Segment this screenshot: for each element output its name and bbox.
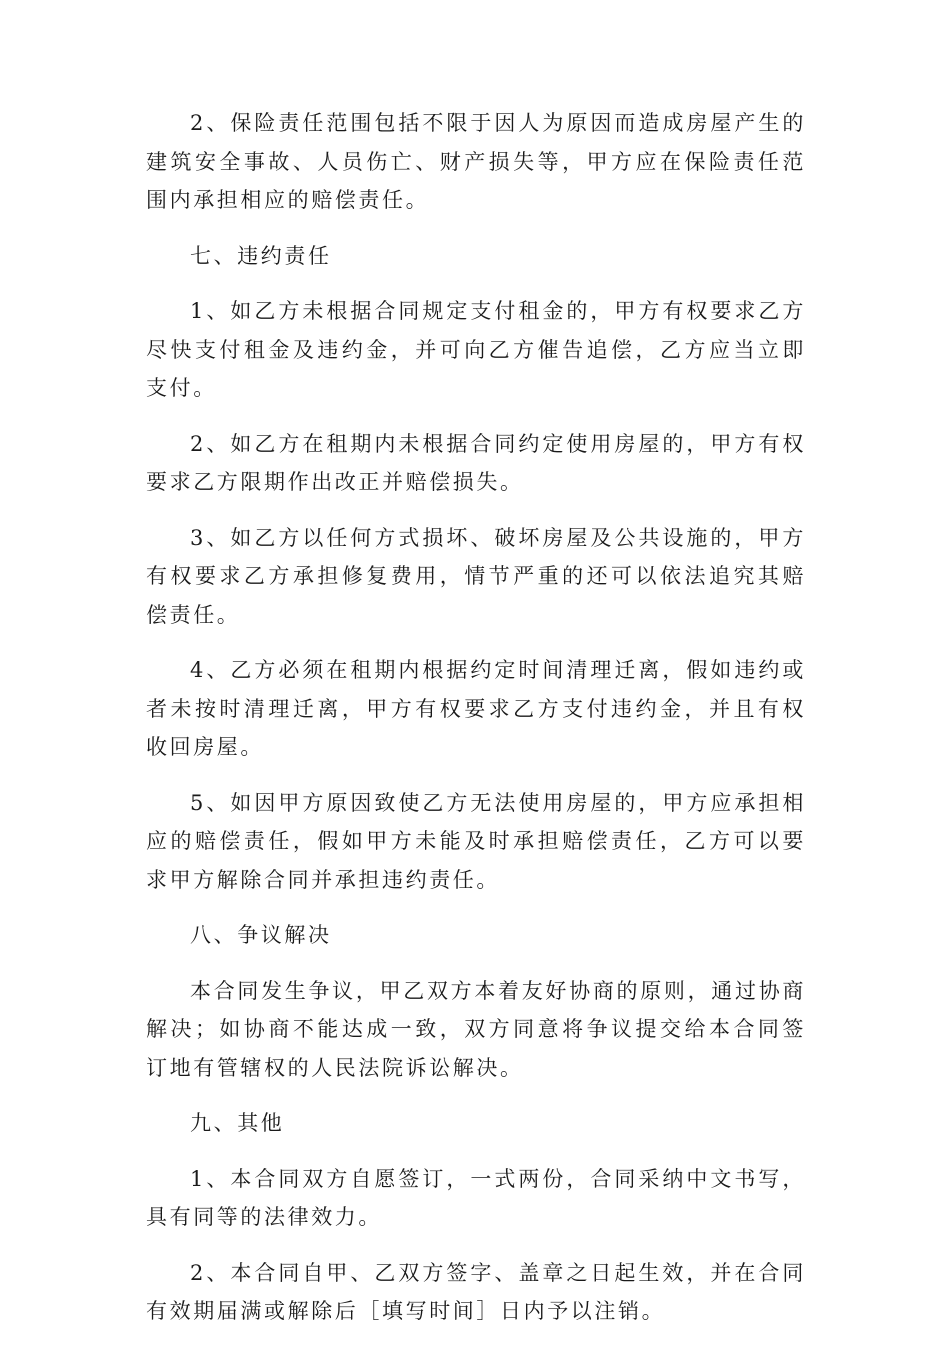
paragraph-breach-3: 3、如乙方以任何方式损坏、破坏房屋及公共设施的，甲方有权要求乙方承担修复费用，情节严重的还可以依法追究其赔偿责任。 <box>146 525 806 627</box>
section-heading-dispute: 八、争议解决 <box>190 923 332 947</box>
section-heading-other: 九、其他 <box>190 1111 285 1135</box>
paragraph-breach-2: 2、如乙方在租期内未根据合同约定使用房屋的，甲方有权要求乙方限期作出改正并赔偿损失。 <box>146 431 806 494</box>
paragraph-breach-1: 1、如乙方未根据合同规定支付租金的，甲方有权要求乙方尽快支付租金及违约金，并可向乙方催告追偿，乙方应当立即支付。 <box>146 299 806 400</box>
paragraph-dispute: 本合同发生争议，甲乙双方本着友好协商的原则，通过协商解决；如协商不能达成一致，双方同意将争议提交给本合同签订地有管辖权的人民法院诉讼解决。 <box>146 978 806 1080</box>
paragraph-other-1: 1、本合同双方自愿签订，一式两份，合同采纳中文书写，具有同等的法律效力。 <box>146 1166 806 1229</box>
paragraph-breach-4: 4、乙方必须在租期内根据约定时间清理迁离，假如违约或者未按时清理迁离，甲方有权要求乙方支付违约金，并且有权收回房屋。 <box>146 658 806 759</box>
paragraph-insurance-scope: 2、保险责任范围包括不限于因人为原因而造成房屋产生的建筑安全事故、人员伤亡、财产损失等，甲方应在保险责任范围内承担相应的赔偿责任。 <box>146 111 806 212</box>
document-body <box>146 104 806 1348</box>
paragraph-other-2: 2、本合同自甲、乙双方签字、盖章之日起生效，并在合同有效期届满或解除后［填写时间］日内予以注销。 <box>146 1260 806 1323</box>
section-heading-breach: 七、违约责任 <box>190 243 332 268</box>
paragraph-breach-5: 5、如因甲方原因致使乙方无法使用房屋的，甲方应承担相应的赔偿责任，假如甲方未能及时承担赔偿责任，乙方可以要求甲方解除合同并承担违约责任。 <box>146 790 806 892</box>
